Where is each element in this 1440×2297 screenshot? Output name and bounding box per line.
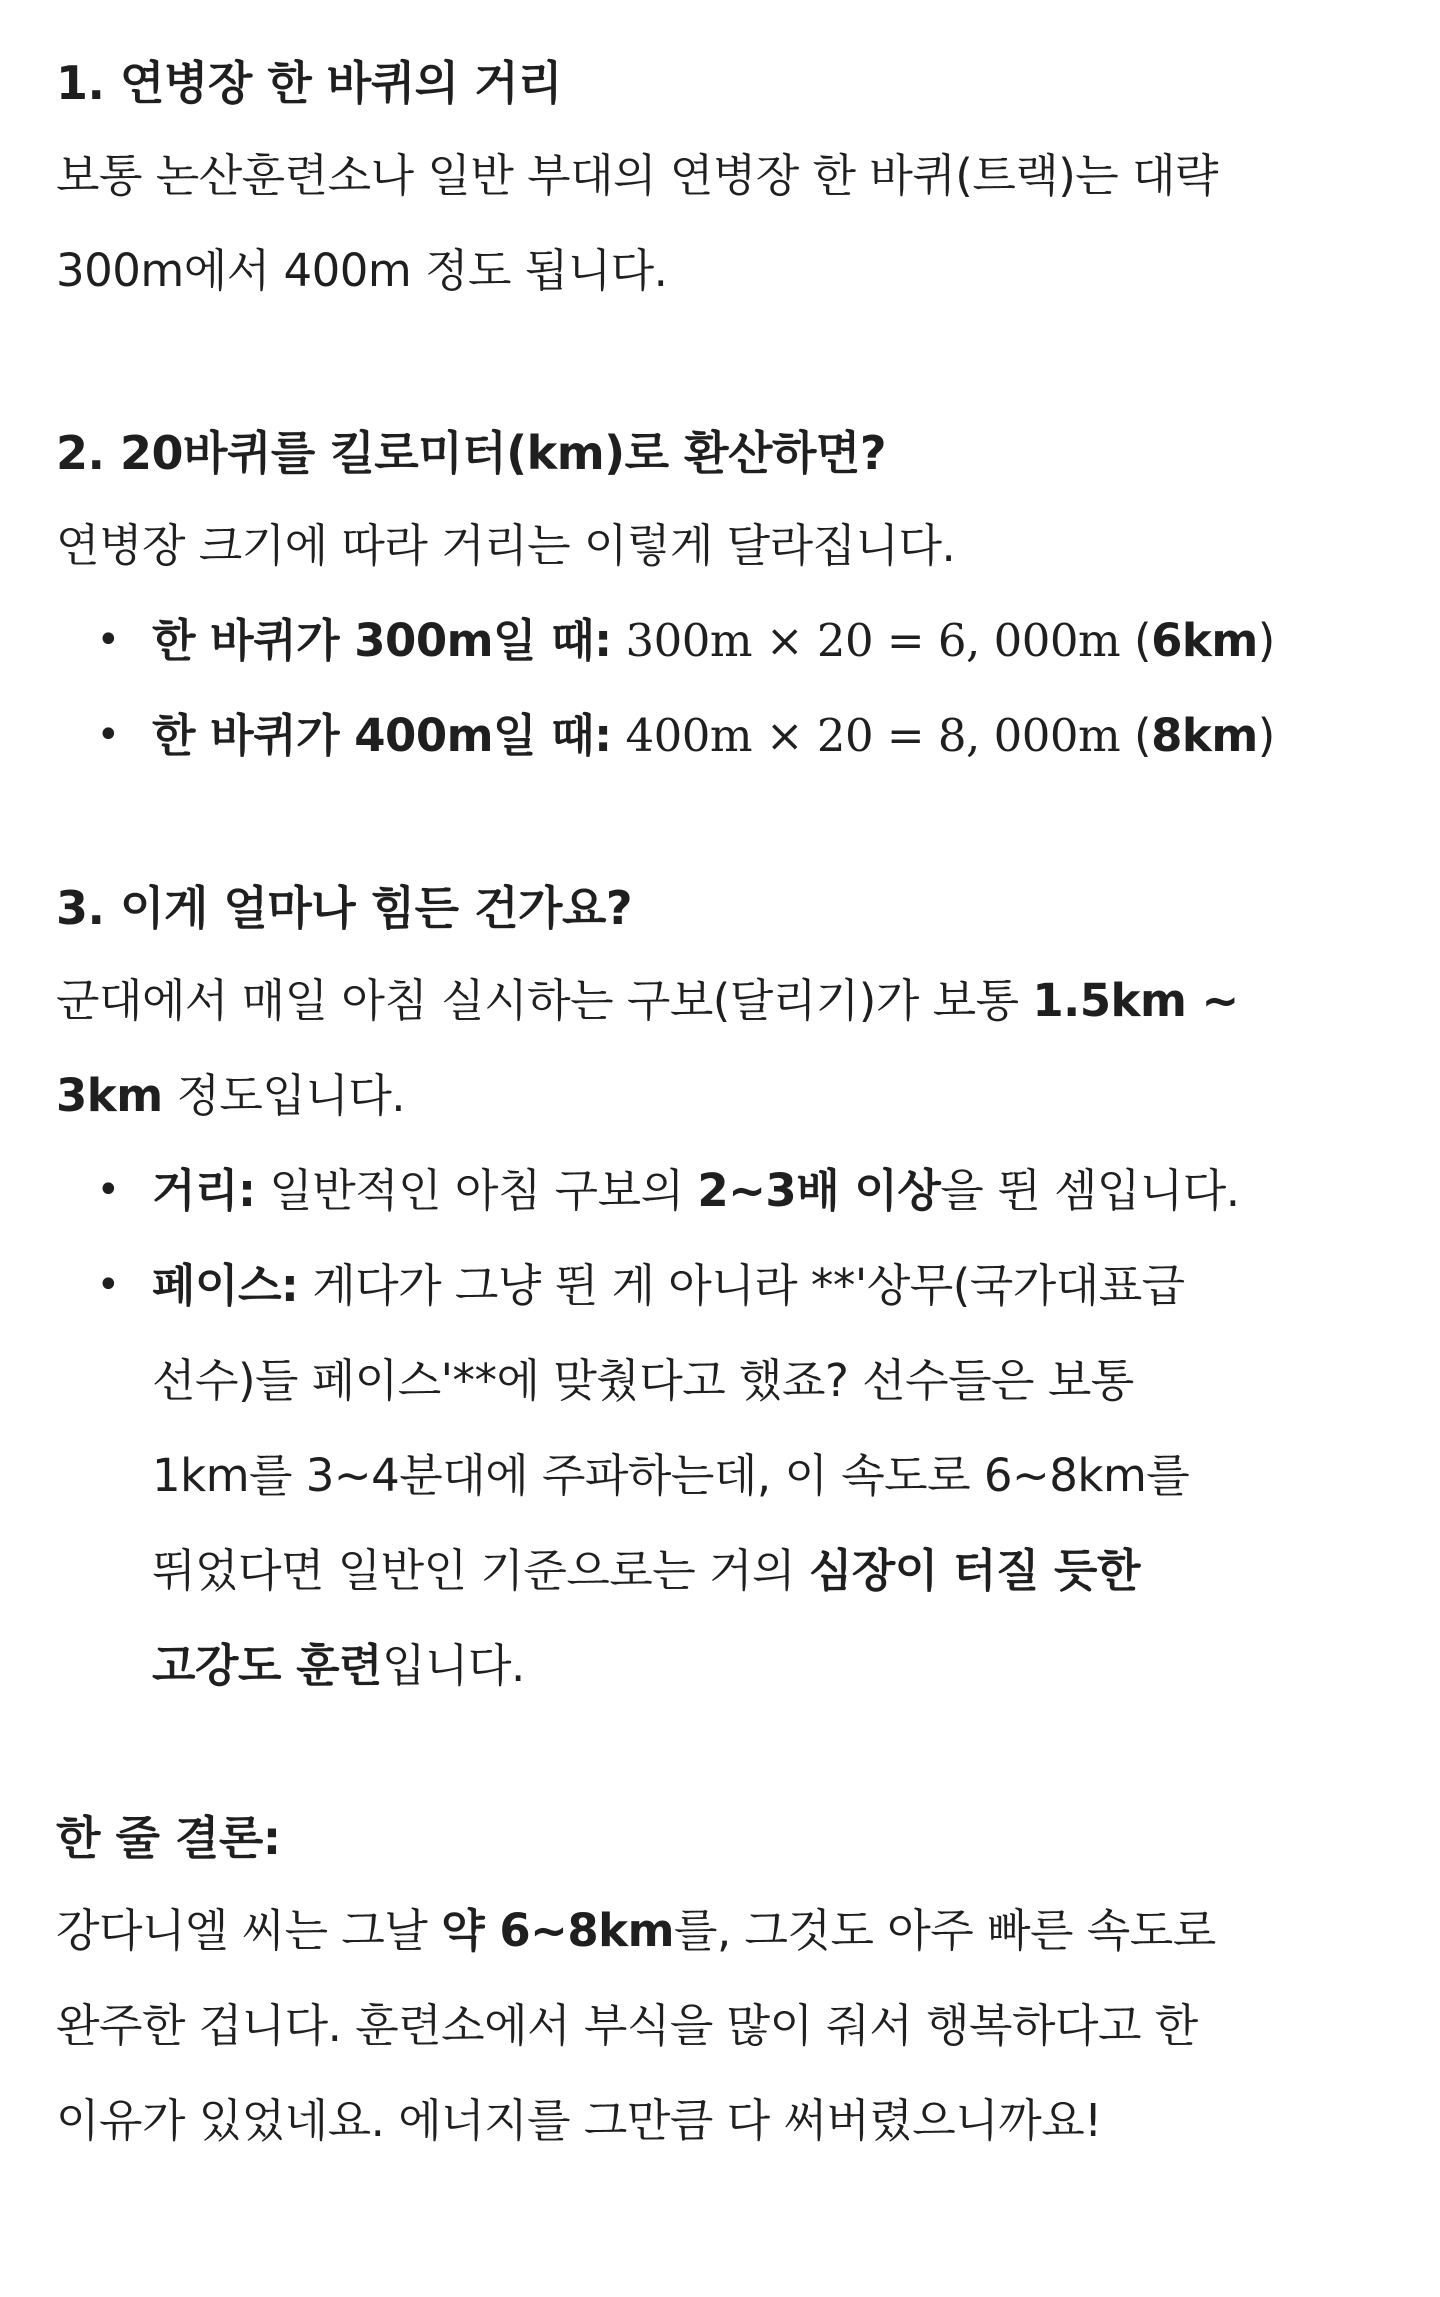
- result-value: 8km: [1151, 709, 1258, 762]
- text-segment: 정도입니다.: [162, 1069, 406, 1122]
- text-segment: 강다니엘 씨는 그날: [56, 1904, 442, 1957]
- bold-segment: 약 6~8km: [441, 1904, 674, 1957]
- text-segment: 뛰었다면 일반인 기준으로는 거의: [152, 1544, 809, 1597]
- text-segment: 을 뛴 셈입니다.: [940, 1164, 1240, 1217]
- math-expression: 300m × 20 = 6, 000m: [625, 614, 1121, 667]
- paragraph: 연병장 크기에 따라 거리는 이렇게 달라집니다.: [56, 519, 956, 572]
- bullet-label: 한 바퀴가 400m일 때:: [152, 709, 612, 762]
- list-item: [56, 1238, 1386, 1713]
- text-segment: 를, 그것도 아주 빠른 속도로: [673, 1904, 1216, 1957]
- result-value: 6km: [1151, 614, 1258, 667]
- paragraph: [56, 1883, 1386, 2168]
- bold-segment: 3km: [56, 1069, 163, 1122]
- list-item: [56, 593, 1386, 688]
- paragraph: [56, 128, 1386, 318]
- bold-segment: 2~3배 이상: [697, 1164, 941, 1217]
- text-line: 게다가 그냥 뛴 게 아니라 **'상무(국가대표급: [298, 1259, 1185, 1312]
- bullet-label: 거리:: [152, 1164, 256, 1217]
- text-segment: 입니다.: [382, 1639, 525, 1692]
- text-line: 이유가 있었네요. 에너지를 그만큼 다 써버렸으니까요!: [56, 2094, 1102, 2147]
- section-heading: 1. 연병장 한 바퀴의 거리: [56, 56, 562, 110]
- bold-segment: 심장이 터질 듯한: [808, 1544, 1140, 1597]
- text-line: 완주한 겁니다. 훈련소에서 부식을 많이 줘서 행복하다고 한: [56, 1999, 1198, 2052]
- text-line: 선수)들 페이스'**에 맞췄다고 했죠? 선수들은 보통: [152, 1354, 1134, 1407]
- list-item: [56, 1143, 1386, 1238]
- paren-close: ): [1257, 614, 1275, 667]
- text-segment: 일반적인 아침 구보의: [255, 1164, 698, 1217]
- text-line: 1km를 3~4분대에 주파하는데, 이 속도로 6~8km를: [152, 1449, 1190, 1502]
- paren-open: (: [1120, 709, 1152, 762]
- paren-open: (: [1120, 614, 1152, 667]
- bold-segment: 1.5km ~: [1032, 974, 1239, 1027]
- bullet-icon: •: [96, 1262, 120, 1308]
- bullet-list: [56, 593, 1386, 783]
- math-expression: 400m × 20 = 8, 000m: [625, 709, 1121, 762]
- bullet-list: [56, 1143, 1386, 1713]
- bullet-icon: •: [96, 712, 120, 758]
- text-line: 300m에서 400m 정도 됩니다.: [56, 244, 668, 297]
- text-segment: 군대에서 매일 아침 실시하는 구보(달리기)가 보통: [56, 974, 1033, 1027]
- bold-segment: 고강도 훈련: [152, 1639, 383, 1692]
- section-heading: 3. 이게 얼마나 힘든 건가요?: [56, 881, 633, 935]
- conclusion-heading: 한 줄 결론:: [56, 1811, 281, 1865]
- paragraph: [56, 953, 1386, 1143]
- bullet-icon: •: [96, 1167, 120, 1213]
- bullet-label: 한 바퀴가 300m일 때:: [152, 614, 612, 667]
- bullet-label: 페이스:: [152, 1259, 299, 1312]
- list-item: [56, 688, 1386, 783]
- section-heading: 2. 20바퀴를 킬로미터(km)로 환산하면?: [56, 426, 887, 480]
- answer-content: [56, 38, 1386, 2168]
- text-line: 보통 논산훈련소나 일반 부대의 연병장 한 바퀴(트랙)는 대략: [56, 149, 1219, 202]
- paren-close: ): [1257, 709, 1275, 762]
- bullet-icon: •: [96, 617, 120, 663]
